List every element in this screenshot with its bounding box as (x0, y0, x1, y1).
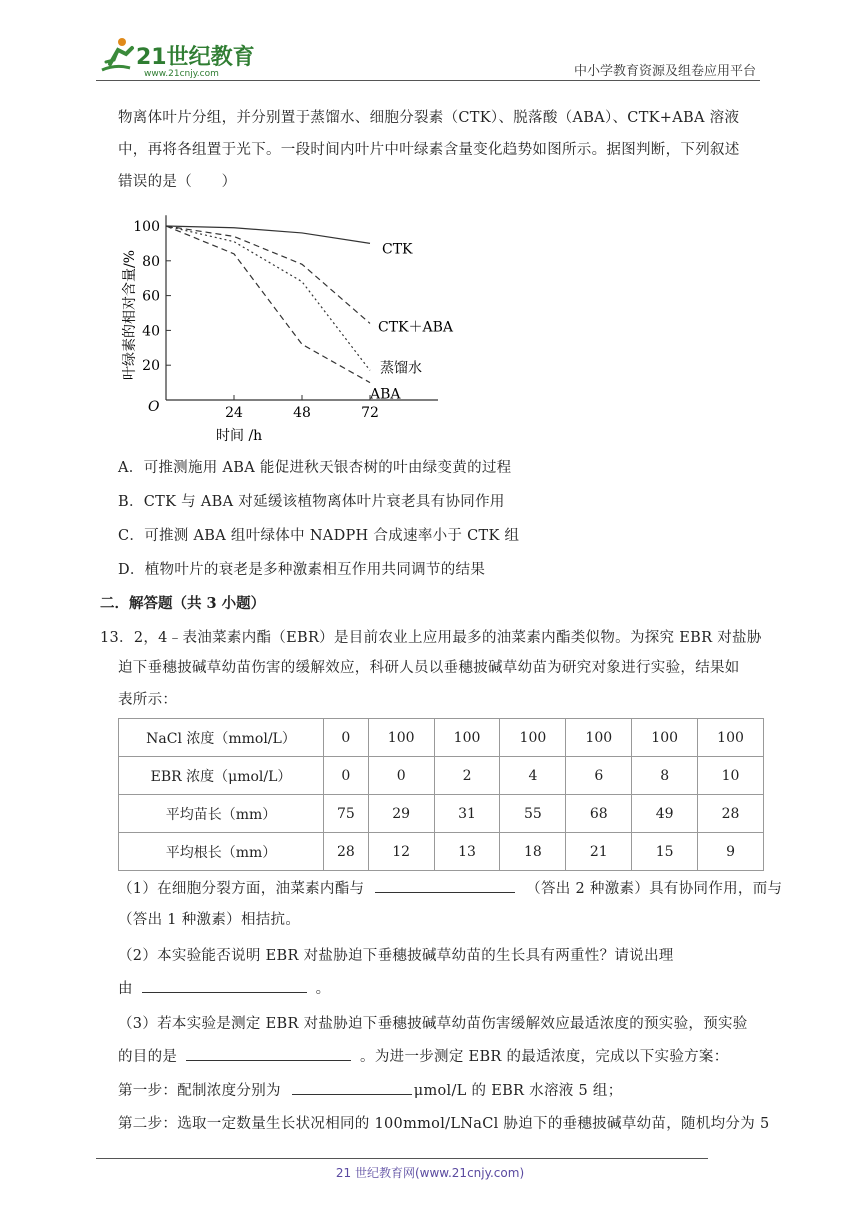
q12-line-1: 物离体叶片分组，并分别置于蒸馏水、细胞分裂素（CTK）、脱落酸（ABA）、CTK+ABA 溶液 (118, 110, 740, 126)
table-cell: 49 (632, 795, 698, 833)
table-cell: 13 (434, 833, 500, 871)
option-c[interactable]: C．可推测 ABA 组叶绿体中 NADPH 合成速率小于 CTK 组 (118, 528, 520, 544)
series-label: 蒸馏水 (380, 360, 422, 377)
answer-blank-1[interactable] (375, 878, 515, 893)
table-cell: 100 (698, 719, 764, 757)
y-tick-label: 80 (142, 253, 160, 270)
chart-series (166, 226, 370, 383)
table-row-label: 平均苗长（mm） (119, 795, 324, 833)
series-line (166, 226, 370, 370)
y-tick-label: 60 (142, 288, 160, 305)
series-label: CTK (382, 241, 413, 258)
table-row-label: NaCl 浓度（mmol/L） (119, 719, 324, 757)
answer-blank-4[interactable] (292, 1080, 412, 1095)
series-label: ABA (370, 386, 401, 403)
table-cell: 10 (698, 757, 764, 795)
answer-blank-3[interactable] (186, 1046, 351, 1061)
table-cell: 55 (500, 795, 566, 833)
q13-sub3-line2: 的目的是 。为进一步测定 EBR 的最适浓度，完成以下实验方案： (118, 1046, 729, 1067)
header-divider (96, 80, 760, 81)
table-cell: 0 (368, 757, 434, 795)
table-cell: 100 (566, 719, 632, 757)
chart-series-labels (369, 241, 454, 402)
table-cell: 6 (566, 757, 632, 795)
series-line (166, 226, 370, 243)
section-title: 二．解答题（共 3 小题） (100, 595, 266, 612)
x-tick-label: 48 (293, 405, 311, 421)
table-cell: 4 (500, 757, 566, 795)
table-cell: 100 (500, 719, 566, 757)
chlorophyll-chart (112, 208, 454, 448)
chart-x-axis-label: 时间 /h (216, 428, 263, 444)
table-cell: 68 (566, 795, 632, 833)
x-tick-label: 72 (361, 405, 379, 421)
table-cell: 100 (434, 719, 500, 757)
table-cell: 28 (324, 833, 369, 871)
table-cell: 9 (698, 833, 764, 871)
table-cell: 8 (632, 757, 698, 795)
table-cell: 100 (632, 719, 698, 757)
site-logo (96, 34, 266, 80)
q12-line-2: 中，再将各组置于光下。一段时间内叶片中叶绿素含量变化趋势如图所示。据图判断，下列叙述 (118, 142, 740, 158)
q13-sub1-line2: （答出 1 种激素）相拮抗。 (118, 912, 301, 928)
svg-text:www.21cnjy.com: www.21cnjy.com (144, 69, 219, 79)
q13-step2: 第二步：选取一定数量生长状况相同的 100mmol/LNaCl 胁迫下的垂穗披碱草幼苗，随机均分为 5 (118, 1116, 770, 1132)
results-table (118, 718, 764, 871)
table-cell: 28 (698, 795, 764, 833)
table-row (119, 833, 764, 871)
chart-origin-label: O (148, 399, 160, 415)
table-cell: 75 (324, 795, 369, 833)
table-row-label: 平均根长（mm） (119, 833, 324, 871)
y-tick-label: 100 (133, 219, 160, 235)
q13-sub2-line2: 由 。 (118, 978, 330, 999)
chart-x-ticks (225, 395, 379, 421)
table-row (119, 719, 764, 757)
table-cell: 18 (500, 833, 566, 871)
table-cell: 31 (434, 795, 500, 833)
header-platform-text: 中小学教育资源及组卷应用平台 (573, 64, 756, 79)
table-cell: 0 (324, 719, 369, 757)
table-cell: 15 (632, 833, 698, 871)
q13-line-1: 13．2，4﹣表油菜素内酯（EBR）是目前农业上应用最多的油菜素内酯类似物。为探究 EBR 对盐胁 (100, 630, 762, 646)
table-cell: 0 (324, 757, 369, 795)
table-cell: 2 (434, 757, 500, 795)
footer-site[interactable]: 21 世纪教育网(www.21cnjy.com) (335, 1166, 525, 1180)
q13-line-2: 迫下垂穗披碱草幼苗伤害的缓解效应，科研人员以垂穗披碱草幼苗为研究对象进行实验，结果如 (118, 660, 740, 676)
option-d[interactable]: D．植物叶片的衰老是多种激素相互作用共同调节的结果 (118, 562, 486, 578)
table-cell: 21 (566, 833, 632, 871)
y-tick-label: 40 (142, 323, 160, 340)
answer-blank-2[interactable] (142, 978, 307, 993)
table-cell: 29 (368, 795, 434, 833)
chart-y-ticks (133, 219, 171, 374)
series-line (166, 226, 370, 383)
y-tick-label: 20 (142, 358, 160, 375)
series-line (166, 226, 370, 323)
svg-text:21世纪教育: 21世纪教育 (136, 45, 255, 70)
option-a[interactable]: A．可推测施用 ABA 能促进秋天银杏树的叶由绿变黄的过程 (118, 460, 512, 476)
table-row (119, 757, 764, 795)
table-row (119, 795, 764, 833)
table-cell: 12 (368, 833, 434, 871)
q13-sub1-line1: （1）在细胞分裂方面，油菜素内酯与 （答出 2 种激素）具有协同作用，而与 (118, 878, 782, 899)
table-cell: 100 (368, 719, 434, 757)
q13-line-3: 表所示： (118, 692, 178, 708)
series-label: CTK＋ABA (378, 319, 454, 336)
q13-step1: 第一步：配制浓度分别为 μmol/L 的 EBR 水溶液 5 组； (118, 1080, 623, 1101)
x-tick-label: 24 (225, 405, 243, 421)
footer-divider (96, 1158, 708, 1159)
option-b[interactable]: B．CTK 与 ABA 对延缓该植物离体叶片衰老具有协同作用 (118, 494, 505, 510)
q13-sub2-line1: （2）本实验能否说明 EBR 对盐胁迫下垂穗披碱草幼苗的生长具有两重性？请说出理 (118, 948, 674, 964)
table-row-label: EBR 浓度（μmol/L） (119, 757, 324, 795)
q12-line-3: 错误的是（ ） (118, 174, 237, 190)
q13-sub3-line1: （3）若本实验是测定 EBR 对盐胁迫下垂穗披碱草幼苗伤害缓解效应最适浓度的预实验，预实验 (118, 1016, 748, 1032)
chart-y-axis-label: 叶绿素的相对含量/% (122, 249, 138, 380)
